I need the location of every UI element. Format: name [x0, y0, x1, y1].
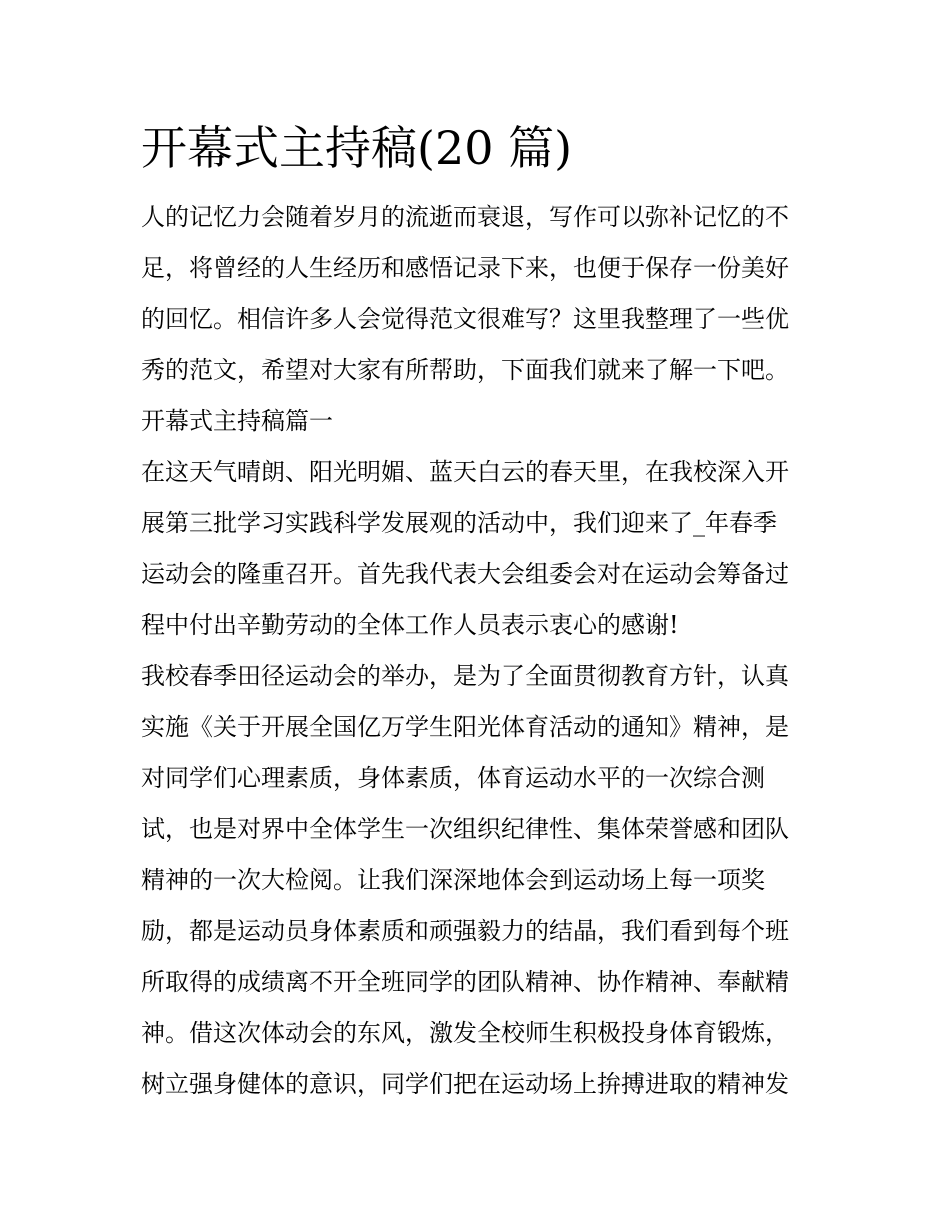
section-heading: 开幕式主持稿篇一: [141, 407, 333, 435]
body-line: 神。借这次体动会的东风，激发全校师生积极投身体育锻炼，: [141, 1019, 789, 1047]
body-line: 实施《关于开展全国亿万学生阳光体育活动的通知》精神，是: [141, 713, 789, 741]
body-line: 树立强身健体的意识，同学们把在运动场上拚搏进取的精神发: [141, 1070, 789, 1098]
body-line: 对同学们心理素质，身体素质，体育运动水平的一次综合测: [141, 764, 765, 792]
body-line: 精神的一次大检阅。让我们深深地体会到运动场上每一项奖: [141, 866, 765, 894]
body-line: 程中付出辛勤劳动的全体工作人员表示衷心的感谢!: [141, 611, 679, 639]
document-content: [141, 116, 813, 1110]
body-line: 试，也是对界中全体学生一次组织纪律性、集体荣誉感和团队: [141, 815, 789, 843]
body-line: 运动会的隆重召开。首先我代表大会组委会对在运动会筹备过: [141, 560, 789, 588]
document-body: [141, 192, 813, 1110]
body-line: 励，都是运动员身体素质和顽强毅力的结晶，我们看到每个班: [141, 917, 789, 945]
body-line: 的回忆。相信许多人会觉得范文很难写？这里我整理了一些优: [141, 305, 789, 333]
body-line: 所取得的成绩离不开全班同学的团队精神、协作精神、奉献精: [141, 968, 789, 996]
body-line: 我校春季田径运动会的举办，是为了全面贯彻教育方针，认真: [141, 662, 789, 690]
body-line: 人的记忆力会随着岁月的流逝而衰退，写作可以弥补记忆的不: [141, 203, 789, 231]
body-line: 在这天气晴朗、阳光明媚、蓝天白云的春天里，在我校深入开: [141, 458, 789, 486]
document-title: 开幕式主持稿(20 篇): [141, 121, 573, 175]
body-line: 展第三批学习实践科学发展观的活动中，我们迎来了_年春季: [141, 509, 777, 537]
body-line: 足，将曾经的人生经历和感悟记录下来，也便于保存一份美好: [141, 254, 789, 282]
body-line: 秀的范文，希望对大家有所帮助，下面我们就来了解一下吧。: [141, 356, 789, 384]
